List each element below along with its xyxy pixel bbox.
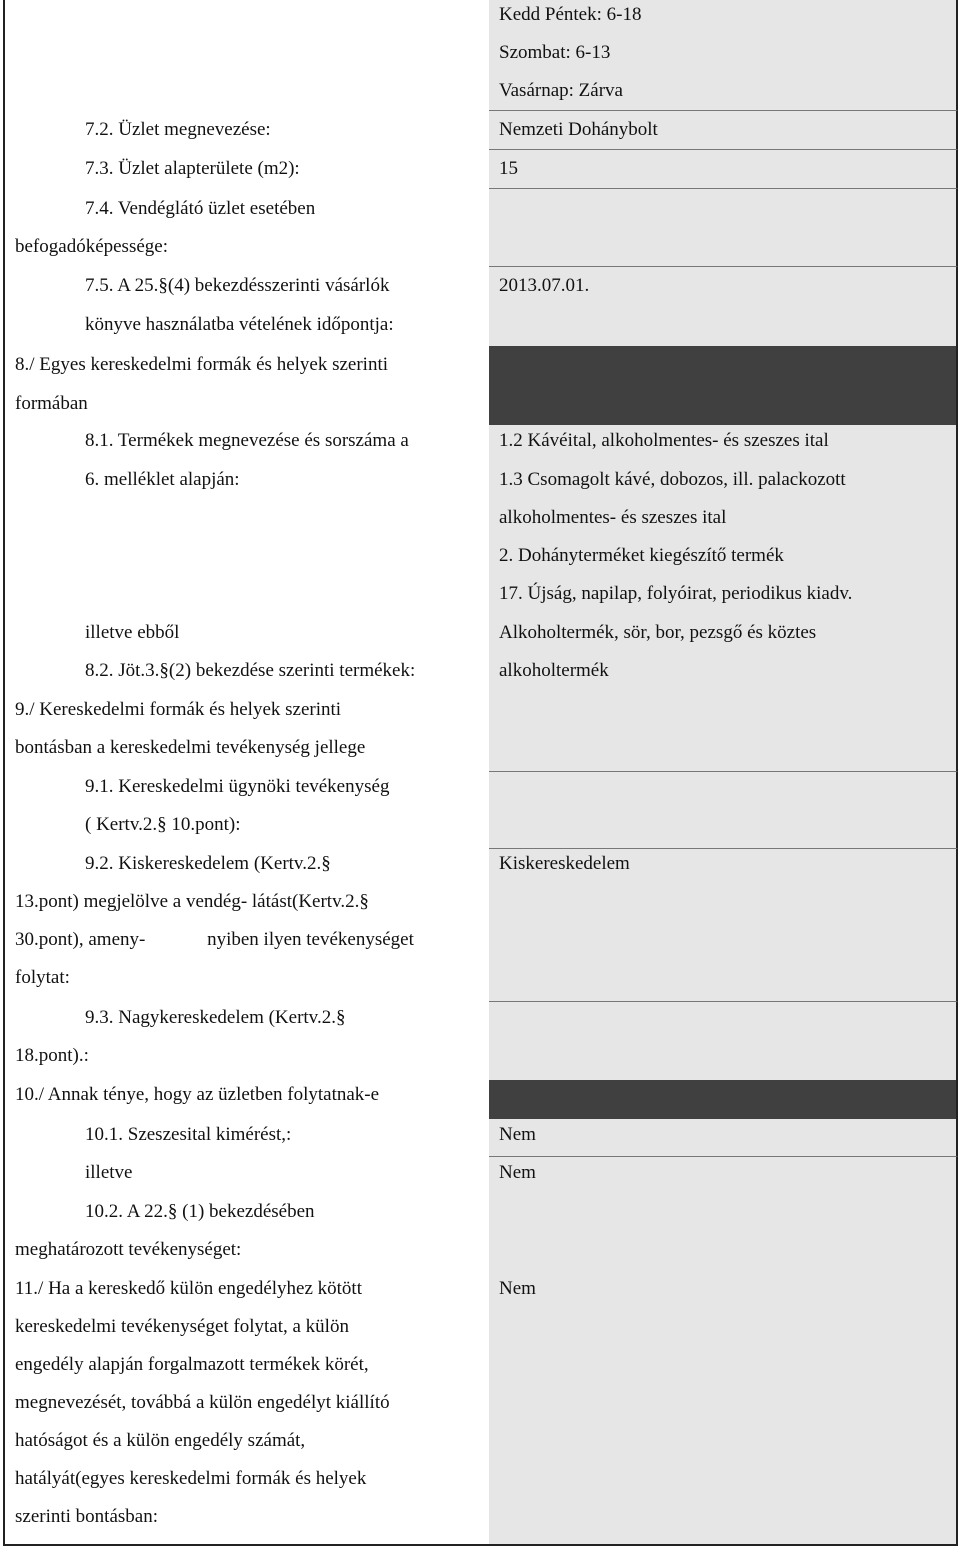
section-9-value-cell: [489, 696, 958, 772]
special-permit-label-line: 11./ Ha a kereskedő külön engedélyhez kötött: [15, 1278, 362, 1299]
section-8-header-band: [489, 346, 958, 425]
spirits-label-cell: [3, 1119, 490, 1157]
alternatively-label-cell: [3, 1157, 490, 1196]
section-10-label-cell: [3, 1080, 490, 1119]
retail-value: Kiskereskedelem: [499, 853, 630, 874]
section-10-title: 10./ Annak ténye, hogy az üzletben folytatnak-e: [15, 1084, 380, 1105]
special-permit-label-line: megnevezését, továbbá a külön engedélyt kiállító: [15, 1392, 390, 1413]
wholesale-label-line1: 9.3. Nagykereskedelem (Kertv.2.§: [85, 1007, 346, 1028]
retail-label-line3: 30.pont), ameny- nyiben ilyen tevékenységet: [15, 929, 414, 950]
section-8-label-cell: [3, 346, 490, 425]
opening-hours-sunday: Vasárnap: Zárva: [499, 80, 623, 101]
wholesale-value-cell: [489, 1002, 958, 1080]
retail-label-line1: 9.2. Kiskereskedelem (Kertv.2.§: [85, 853, 331, 874]
products-label-line2: 6. melléklet alapján:: [85, 469, 240, 490]
specified-activity-label-line2: meghatározott tevékenységet:: [15, 1239, 242, 1260]
section-8-title-line2: formában: [15, 393, 88, 414]
complaint-book-value-cell: [489, 267, 958, 346]
shop-name-value-cell: [489, 111, 958, 150]
opening-hours-weekdays: Kedd Péntek: 6-18: [499, 4, 642, 25]
alternatively-label: illetve: [85, 1162, 133, 1183]
shop-area-label: 7.3. Üzlet alapterülete (m2):: [85, 158, 300, 179]
special-permit-label-line: hatóságot és a külön engedély számát,: [15, 1430, 306, 1451]
special-permit-label-cell: [3, 1274, 490, 1546]
product-item: 17. Újság, napilap, folyóirat, periodikus kiadv.: [499, 583, 853, 604]
excise-products-line1: Alkoholtermék, sör, bor, pezsgő és köztes: [499, 622, 817, 643]
product-item: alkoholmentes- és szeszes ital: [499, 507, 727, 528]
complaint-book-label-line2: könyve használatba vételének időpontja:: [85, 314, 394, 335]
shop-area-label-cell: [3, 150, 490, 189]
agent-activity-label-line1: 9.1. Kereskedelmi ügynöki tevékenység: [85, 776, 390, 797]
shop-name-label: 7.2. Üzlet megnevezése:: [85, 119, 271, 140]
shop-name-label-cell: [3, 111, 490, 150]
specified-activity-value-cell: [489, 1196, 958, 1274]
special-permit-label-line: kereskedelmi tevékenységet folytat, a külön: [15, 1316, 349, 1337]
retail-label-line2: 13.pont) megjelölve a vendég- látást(Kertv.2.§: [15, 891, 369, 912]
wholesale-label-cell: [3, 1002, 490, 1080]
specified-activity-label-cell: [3, 1196, 490, 1274]
shop-name-value: Nemzeti Dohánybolt: [499, 119, 658, 140]
special-permit-label-line: hatályát(egyes kereskedelmi formák és helyek: [15, 1468, 367, 1489]
products-value-cell: [489, 425, 958, 696]
special-permit-label-line: engedély alapján forgalmazott termékek körét,: [15, 1354, 369, 1375]
excise-label-line2: 8.2. Jöt.3.§(2) bekezdése szerinti termékek:: [85, 660, 416, 681]
alternatively-value: Nem: [499, 1162, 536, 1183]
complaint-book-label-line1: 7.5. A 25.§(4) bekezdésszerinti vásárlók: [85, 275, 390, 296]
specified-activity-label-line1: 10.2. A 22.§ (1) bekezdésében: [85, 1201, 315, 1222]
retail-value-cell: [489, 849, 958, 1002]
excise-label-line1: illetve ebből: [85, 622, 180, 643]
opening-hours-label-cell: [3, 0, 490, 111]
section-10-header-band: [489, 1080, 958, 1119]
section-8-title-line1: 8./ Egyes kereskedelmi formák és helyek szerinti: [15, 354, 389, 375]
agent-activity-value-cell: [489, 772, 958, 849]
capacity-label-line2: befogadóképessége:: [15, 236, 168, 257]
agent-activity-label-cell: [3, 772, 490, 849]
spirits-value-cell: [489, 1119, 958, 1157]
shop-area-value: 15: [499, 158, 518, 179]
retail-label-line4: folytat:: [15, 967, 70, 988]
excise-products-line2: alkoholtermék: [499, 660, 609, 681]
complaint-book-date: 2013.07.01.: [499, 275, 590, 296]
spirits-label: 10.1. Szeszesital kimérést,:: [85, 1124, 292, 1145]
capacity-label-cell: [3, 189, 490, 267]
product-item: 1.2 Kávéital, alkoholmentes- és szeszes ital: [499, 430, 829, 451]
wholesale-label-line2: 18.pont).:: [15, 1045, 89, 1066]
capacity-label-line1: 7.4. Vendéglátó üzlet esetében: [85, 198, 316, 219]
opening-hours-value-cell: [489, 0, 958, 111]
special-permit-label-line: szerinti bontásban:: [15, 1506, 158, 1527]
products-label-cell: [3, 425, 490, 696]
spirits-value: Nem: [499, 1124, 536, 1145]
special-permit-value: Nem: [499, 1278, 536, 1299]
agent-activity-label-line2: ( Kertv.2.§ 10.pont):: [85, 814, 241, 835]
shop-area-value-cell: [489, 150, 958, 189]
retail-label-cell: [3, 849, 490, 1002]
product-item: 2. Dohányterméket kiegészítő termék: [499, 545, 784, 566]
section-9-title-line2: bontásban a kereskedelmi tevékenység jellege: [15, 737, 366, 758]
complaint-book-label-cell: [3, 267, 490, 346]
section-9-title-line1: 9./ Kereskedelmi formák és helyek szerinti: [15, 699, 342, 720]
product-item: 1.3 Csomagolt kávé, dobozos, ill. palackozott: [499, 469, 846, 490]
section-9-label-cell: [3, 696, 490, 772]
capacity-value-cell: [489, 189, 958, 267]
opening-hours-saturday: Szombat: 6-13: [499, 42, 611, 63]
alternatively-value-cell: [489, 1157, 958, 1196]
products-label-line1: 8.1. Termékek megnevezése és sorszáma a: [85, 430, 409, 451]
special-permit-value-cell: [489, 1274, 958, 1546]
